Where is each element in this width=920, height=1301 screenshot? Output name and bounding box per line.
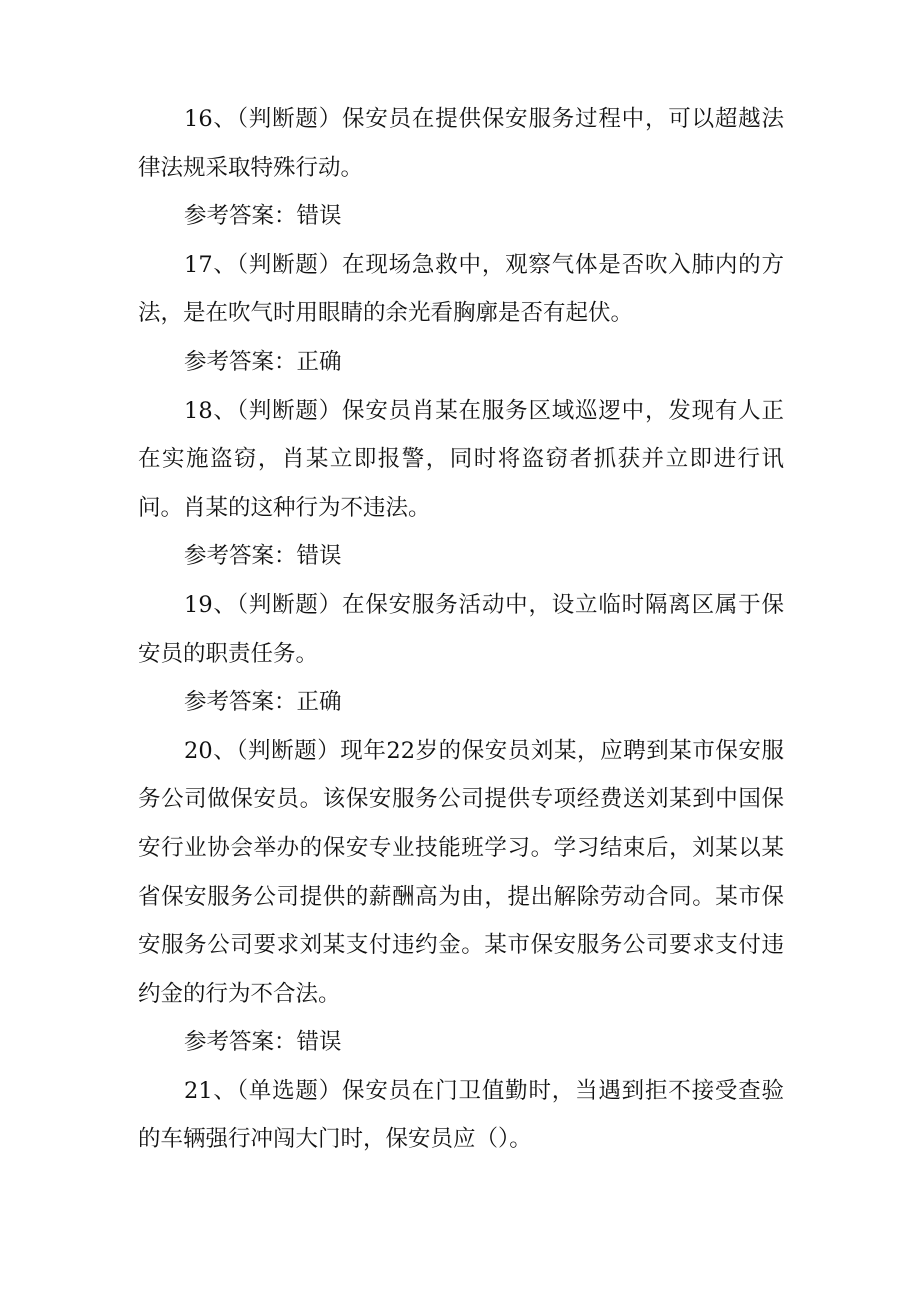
answer-19: 参考答案：正确	[184, 689, 342, 716]
document-body	[138, 95, 784, 1164]
answer-20: 参考答案：错误	[184, 1029, 342, 1056]
question-21: 21、（单选题）保安员在门卫值勤时，当遇到拒不接受查验的车辆强行冲闯大门时，保安员应（）。	[138, 1077, 784, 1153]
answer-17: 参考答案：正确	[184, 348, 342, 375]
answer-18: 参考答案：错误	[184, 543, 342, 570]
question-17: 17、（判断题）在现场急救中，观察气体是否吹入肺内的方法，是在吹气时用眼睛的余光看胸廓是否有起伏。	[138, 251, 784, 327]
answer-16: 参考答案：错误	[184, 203, 342, 230]
question-19: 19、（判断题）在保安服务活动中，设立临时隔离区属于保安员的职责任务。	[138, 591, 784, 667]
question-16: 16、（判断题）保安员在提供保安服务过程中，可以超越法律法规采取特殊行动。	[138, 106, 784, 181]
question-20: 20、（判断题）现年22岁的保安员刘某，应聘到某市保安服务公司做保安员。该保安服务公司提供专项经费送刘某到中国保安行业协会举办的保安专业技能班学习。学习结束后，刘某以某省保安服务公司提供的薪酬高为由，提出解除劳动合同。某市保安服务公司要求刘某支付违约金。某市保安服务公司要求支付违约金的行为不合法。	[138, 737, 784, 1007]
question-18: 18、（判断题）保安员肖某在服务区域巡逻中，发现有人正在实施盗窃，肖某立即报警，同时将盗窃者抓获并立即进行讯问。肖某的这种行为不违法。	[138, 397, 784, 521]
